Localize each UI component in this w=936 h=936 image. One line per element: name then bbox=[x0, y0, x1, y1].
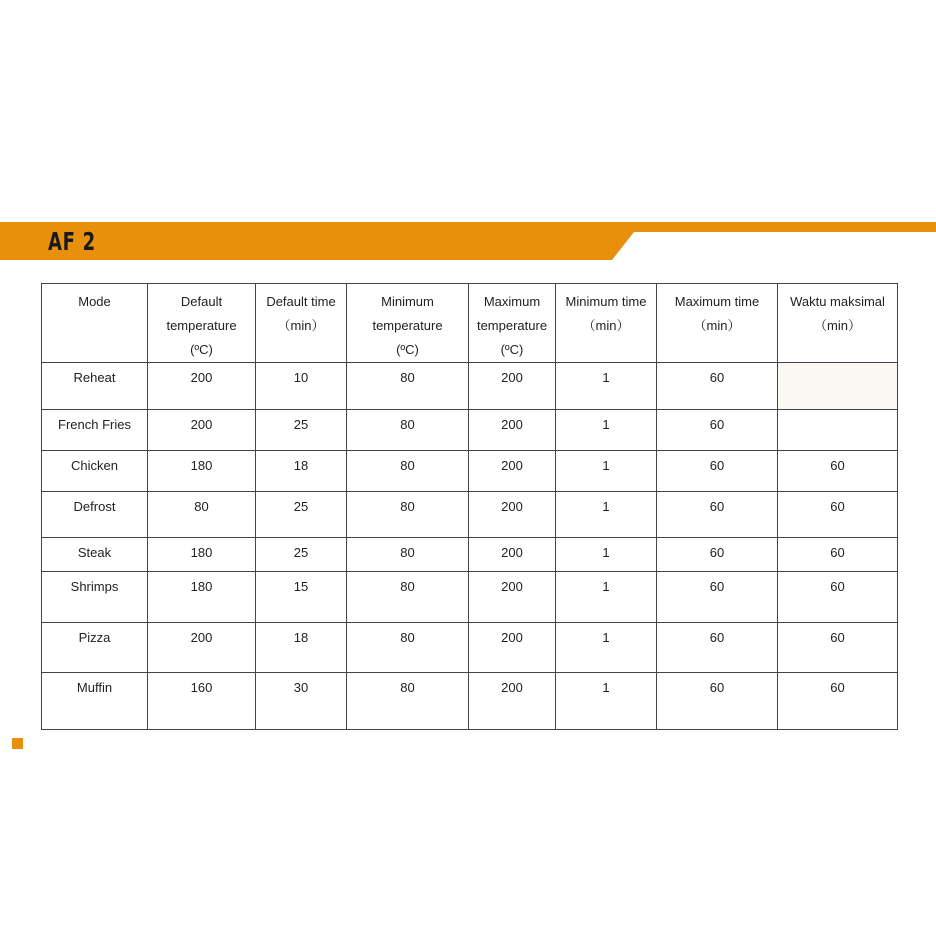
cell-mode: Steak bbox=[42, 538, 148, 572]
page-title: AF 2 bbox=[48, 227, 96, 256]
cell-waktu-maksimal bbox=[778, 363, 898, 410]
cell-minimum-temperature: 80 bbox=[347, 363, 469, 410]
cell-maximum-temperature: 200 bbox=[469, 538, 556, 572]
cell-maximum-time: 60 bbox=[657, 363, 778, 410]
cell-maximum-temperature: 200 bbox=[469, 410, 556, 451]
header-mode: Mode bbox=[42, 284, 148, 363]
title-banner bbox=[0, 222, 936, 260]
header-maximum-temperature: Maximum temperature (ºC) bbox=[469, 284, 556, 363]
cell-maximum-temperature: 200 bbox=[469, 623, 556, 673]
cell-minimum-temperature: 80 bbox=[347, 623, 469, 673]
cell-mode: Reheat bbox=[42, 363, 148, 410]
header-minimum-temperature: Minimum temperature (ºC) bbox=[347, 284, 469, 363]
table-row bbox=[42, 492, 898, 538]
cell-default-temperature: 200 bbox=[148, 410, 256, 451]
cell-maximum-temperature: 200 bbox=[469, 572, 556, 623]
corner-marker bbox=[12, 738, 23, 749]
cell-maximum-time: 60 bbox=[657, 572, 778, 623]
cell-mode: Shrimps bbox=[42, 572, 148, 623]
cell-maximum-time: 60 bbox=[657, 410, 778, 451]
cell-minimum-temperature: 80 bbox=[347, 572, 469, 623]
table-row bbox=[42, 451, 898, 492]
header-waktu-maksimal: Waktu maksimal （min） bbox=[778, 284, 898, 363]
cell-default-temperature: 80 bbox=[148, 492, 256, 538]
cell-minimum-temperature: 80 bbox=[347, 538, 469, 572]
cell-maximum-time: 60 bbox=[657, 673, 778, 730]
cell-waktu-maksimal: 60 bbox=[778, 572, 898, 623]
cell-default-time: 18 bbox=[256, 451, 347, 492]
cell-default-time: 18 bbox=[256, 623, 347, 673]
cell-minimum-temperature: 80 bbox=[347, 451, 469, 492]
cell-mode: Muffin bbox=[42, 673, 148, 730]
cell-maximum-temperature: 200 bbox=[469, 492, 556, 538]
cell-minimum-time: 1 bbox=[556, 410, 657, 451]
cell-waktu-maksimal: 60 bbox=[778, 673, 898, 730]
cell-maximum-time: 60 bbox=[657, 492, 778, 538]
cell-minimum-temperature: 80 bbox=[347, 410, 469, 451]
table-row bbox=[42, 572, 898, 623]
cell-default-time: 30 bbox=[256, 673, 347, 730]
spec-table bbox=[41, 283, 898, 730]
cell-mode: Pizza bbox=[42, 623, 148, 673]
table-row bbox=[42, 623, 898, 673]
table-row bbox=[42, 673, 898, 730]
cell-minimum-time: 1 bbox=[556, 538, 657, 572]
cell-minimum-time: 1 bbox=[556, 451, 657, 492]
cell-mode: Chicken bbox=[42, 451, 148, 492]
cell-waktu-maksimal bbox=[778, 410, 898, 451]
cell-maximum-time: 60 bbox=[657, 451, 778, 492]
cell-waktu-maksimal: 60 bbox=[778, 492, 898, 538]
cell-maximum-temperature: 200 bbox=[469, 673, 556, 730]
header-default-time: Default time （min） bbox=[256, 284, 347, 363]
cell-maximum-time: 60 bbox=[657, 623, 778, 673]
cell-default-temperature: 180 bbox=[148, 538, 256, 572]
cell-default-temperature: 200 bbox=[148, 623, 256, 673]
cell-maximum-time: 60 bbox=[657, 538, 778, 572]
cell-minimum-time: 1 bbox=[556, 623, 657, 673]
cell-default-time: 25 bbox=[256, 410, 347, 451]
cell-minimum-time: 1 bbox=[556, 492, 657, 538]
header-minimum-time: Minimum time （min） bbox=[556, 284, 657, 363]
cell-maximum-temperature: 200 bbox=[469, 363, 556, 410]
cell-minimum-temperature: 80 bbox=[347, 673, 469, 730]
cell-waktu-maksimal: 60 bbox=[778, 451, 898, 492]
table-row bbox=[42, 363, 898, 410]
cell-default-time: 10 bbox=[256, 363, 347, 410]
cell-waktu-maksimal: 60 bbox=[778, 538, 898, 572]
cell-default-temperature: 200 bbox=[148, 363, 256, 410]
cell-minimum-temperature: 80 bbox=[347, 492, 469, 538]
cell-default-temperature: 160 bbox=[148, 673, 256, 730]
cell-default-time: 25 bbox=[256, 492, 347, 538]
table-row bbox=[42, 410, 898, 451]
cell-maximum-temperature: 200 bbox=[469, 451, 556, 492]
cell-mode: Defrost bbox=[42, 492, 148, 538]
cell-minimum-time: 1 bbox=[556, 572, 657, 623]
banner-shape bbox=[0, 222, 936, 260]
cell-minimum-time: 1 bbox=[556, 363, 657, 410]
cell-minimum-time: 1 bbox=[556, 673, 657, 730]
table-header-row bbox=[42, 284, 898, 363]
table-row bbox=[42, 538, 898, 572]
cell-mode: French Fries bbox=[42, 410, 148, 451]
header-default-temperature: Default temperature (ºC) bbox=[148, 284, 256, 363]
cell-default-temperature: 180 bbox=[148, 572, 256, 623]
cell-default-temperature: 180 bbox=[148, 451, 256, 492]
header-maximum-time: Maximum time （min） bbox=[657, 284, 778, 363]
cell-default-time: 25 bbox=[256, 538, 347, 572]
cell-waktu-maksimal: 60 bbox=[778, 623, 898, 673]
cell-default-time: 15 bbox=[256, 572, 347, 623]
